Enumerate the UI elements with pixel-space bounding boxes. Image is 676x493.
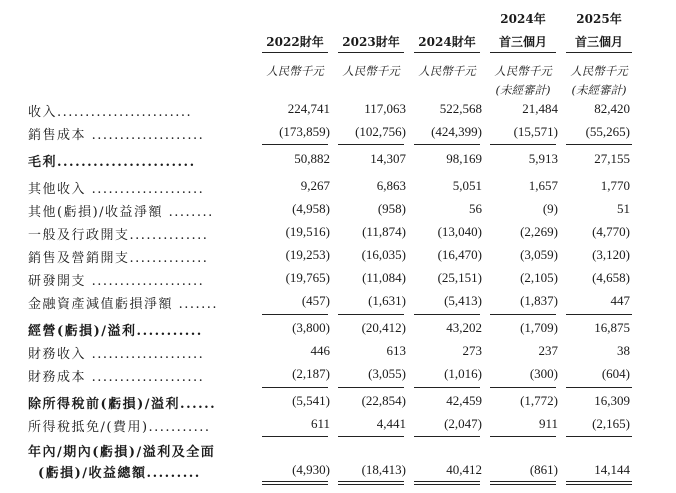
- cell-value: (19,253): [285, 247, 330, 262]
- cell-value: (1,772): [520, 393, 558, 408]
- subtotal-rule: [490, 436, 556, 437]
- subtotal-rule: [490, 144, 556, 145]
- cell-value: 42,459: [446, 393, 482, 408]
- cell-value: (424,399): [431, 124, 482, 139]
- cell-value: (5,413): [444, 293, 482, 308]
- row-label: 毛利.......................: [28, 155, 196, 170]
- cell-value: (2,187): [292, 366, 330, 381]
- cell-value: (2,047): [444, 416, 482, 431]
- column-year: 2025年: [576, 12, 622, 26]
- cell-value: 1,657: [528, 178, 558, 193]
- row-label: 財務成本 ....................: [28, 370, 205, 385]
- cell-value: (300): [529, 366, 558, 381]
- column-label: 2022財年: [266, 35, 324, 49]
- column-unit: 人民幣千元: [342, 64, 400, 78]
- column-unit: 人民幣千元: [494, 64, 552, 78]
- cell-value: 16,309: [594, 393, 630, 408]
- cell-value: (20,412): [361, 320, 406, 335]
- subtotal-rule: [262, 436, 328, 437]
- cell-value: 613: [386, 343, 406, 358]
- row-label: 除所得稅前(虧損)/溢利......: [28, 397, 217, 412]
- cell-value: (25,151): [437, 270, 482, 285]
- cell-value: (958): [377, 201, 406, 216]
- column-label: 2024財年: [418, 35, 476, 49]
- cell-value: 27,155: [594, 151, 630, 166]
- cell-value: 9,267: [300, 178, 330, 193]
- cell-value: (16,035): [361, 247, 406, 262]
- cell-value: 6,863: [376, 178, 406, 193]
- row-label: 其他收入 ....................: [28, 182, 205, 197]
- subtotal-rule: [338, 314, 404, 315]
- cell-value: (4,770): [592, 224, 630, 239]
- cell-value: (11,874): [362, 224, 406, 239]
- cell-value: 911: [538, 416, 558, 431]
- row-label: 銷售及營銷開支..............: [28, 251, 209, 266]
- cell-value: 21,484: [522, 101, 558, 116]
- column-label: 首三個月: [498, 35, 547, 49]
- subtotal-rule: [338, 144, 404, 145]
- cell-value: (1,709): [520, 320, 558, 335]
- cell-value: (102,756): [355, 124, 406, 139]
- row-label: 金融資產減值虧損淨額 .......: [28, 297, 219, 312]
- total-double-rule: [566, 481, 632, 485]
- cell-value: (19,765): [285, 270, 330, 285]
- column-year: 2024年: [500, 12, 546, 26]
- subtotal-rule: [338, 436, 404, 437]
- cell-value: 117,063: [364, 101, 406, 116]
- cell-value: 237: [538, 343, 558, 358]
- cell-value: 611: [310, 416, 330, 431]
- subtotal-rule: [566, 314, 632, 315]
- row-label: 研發開支 ....................: [28, 274, 205, 289]
- cell-value: (2,269): [520, 224, 558, 239]
- row-label: 銷售成本 ....................: [28, 128, 205, 143]
- row-label: 財務收入 ....................: [28, 347, 205, 362]
- row-label: 其他(虧損)/收益淨額 ........: [28, 205, 214, 220]
- cell-value: 50,882: [294, 151, 330, 166]
- cell-value: (3,055): [368, 366, 406, 381]
- cell-value: (604): [601, 366, 630, 381]
- cell-value: (11,084): [362, 270, 406, 285]
- cell-value: (19,516): [285, 224, 330, 239]
- row-label: 所得稅抵免/(費用)...........: [28, 420, 211, 435]
- cell-value: 38: [617, 343, 630, 358]
- cell-value: 273: [462, 343, 482, 358]
- cell-value: (2,105): [520, 270, 558, 285]
- cell-value: (1,016): [444, 366, 482, 381]
- cell-value: 98,169: [446, 151, 482, 166]
- cell-value: (4,658): [592, 270, 630, 285]
- column-unit: 人民幣千元: [570, 64, 628, 78]
- column-note: (未經審計): [571, 83, 627, 97]
- cell-value: (1,837): [520, 293, 558, 308]
- header-rule: [338, 52, 404, 53]
- cell-value: (18,413): [361, 462, 406, 477]
- cell-value: (3,800): [292, 320, 330, 335]
- subtotal-rule: [566, 387, 632, 388]
- column-unit: 人民幣千元: [266, 64, 324, 78]
- cell-value: (861): [529, 462, 558, 477]
- cell-value: (3,059): [520, 247, 558, 262]
- total-double-rule: [414, 481, 480, 485]
- subtotal-rule: [414, 144, 480, 145]
- cell-value: 43,202: [446, 320, 482, 335]
- header-rule: [490, 52, 556, 53]
- total-double-rule: [490, 481, 556, 485]
- row-label: 年內/期內(虧損)/溢利及全面: [28, 445, 216, 460]
- cell-value: 82,420: [594, 101, 630, 116]
- subtotal-rule: [566, 436, 632, 437]
- subtotal-rule: [566, 144, 632, 145]
- cell-value: (457): [301, 293, 330, 308]
- cell-value: (22,854): [361, 393, 406, 408]
- cell-value: 4,441: [376, 416, 406, 431]
- cell-value: (4,930): [292, 462, 330, 477]
- cell-value: (9): [542, 201, 558, 216]
- subtotal-rule: [414, 436, 480, 437]
- cell-value: 40,412: [446, 462, 482, 477]
- header-rule: [414, 52, 480, 53]
- cell-value: 1,770: [600, 178, 630, 193]
- subtotal-rule: [338, 387, 404, 388]
- row-label: 經營(虧損)/溢利...........: [28, 324, 203, 339]
- subtotal-rule: [414, 314, 480, 315]
- cell-value: (1,631): [368, 293, 406, 308]
- subtotal-rule: [490, 387, 556, 388]
- cell-value: 522,568: [439, 101, 482, 116]
- cell-value: 5,913: [528, 151, 558, 166]
- cell-value: (55,265): [585, 124, 630, 139]
- header-rule: [566, 52, 632, 53]
- column-label: 首三個月: [574, 35, 623, 49]
- column-note: (未經審計): [495, 83, 551, 97]
- cell-value: 224,741: [287, 101, 330, 116]
- cell-value: (173,859): [279, 124, 330, 139]
- total-double-rule: [338, 481, 404, 485]
- row-label: 一般及行政開支..............: [28, 228, 209, 243]
- cell-value: (16,470): [437, 247, 482, 262]
- cell-value: (5,541): [292, 393, 330, 408]
- cell-value: 16,875: [594, 320, 630, 335]
- cell-value: (13,040): [437, 224, 482, 239]
- cell-value: (3,120): [592, 247, 630, 262]
- cell-value: 51: [617, 201, 630, 216]
- header-rule: [262, 52, 328, 53]
- cell-value: 56: [469, 201, 482, 216]
- row-label: (虧損)/收益總額.........: [38, 466, 201, 481]
- cell-value: 446: [310, 343, 330, 358]
- cell-value: 5,051: [452, 178, 482, 193]
- cell-value: 447: [610, 293, 630, 308]
- subtotal-rule: [414, 387, 480, 388]
- subtotal-rule: [490, 314, 556, 315]
- cell-value: (15,571): [513, 124, 558, 139]
- cell-value: 14,307: [370, 151, 406, 166]
- cell-value: (2,165): [592, 416, 630, 431]
- cell-value: (4,958): [292, 201, 330, 216]
- subtotal-rule: [262, 387, 328, 388]
- subtotal-rule: [262, 314, 328, 315]
- column-unit: 人民幣千元: [418, 64, 476, 78]
- total-double-rule: [262, 481, 328, 485]
- column-label: 2023財年: [342, 35, 400, 49]
- row-label: 收入........................: [28, 105, 193, 120]
- subtotal-rule: [262, 144, 328, 145]
- cell-value: 14,144: [594, 462, 630, 477]
